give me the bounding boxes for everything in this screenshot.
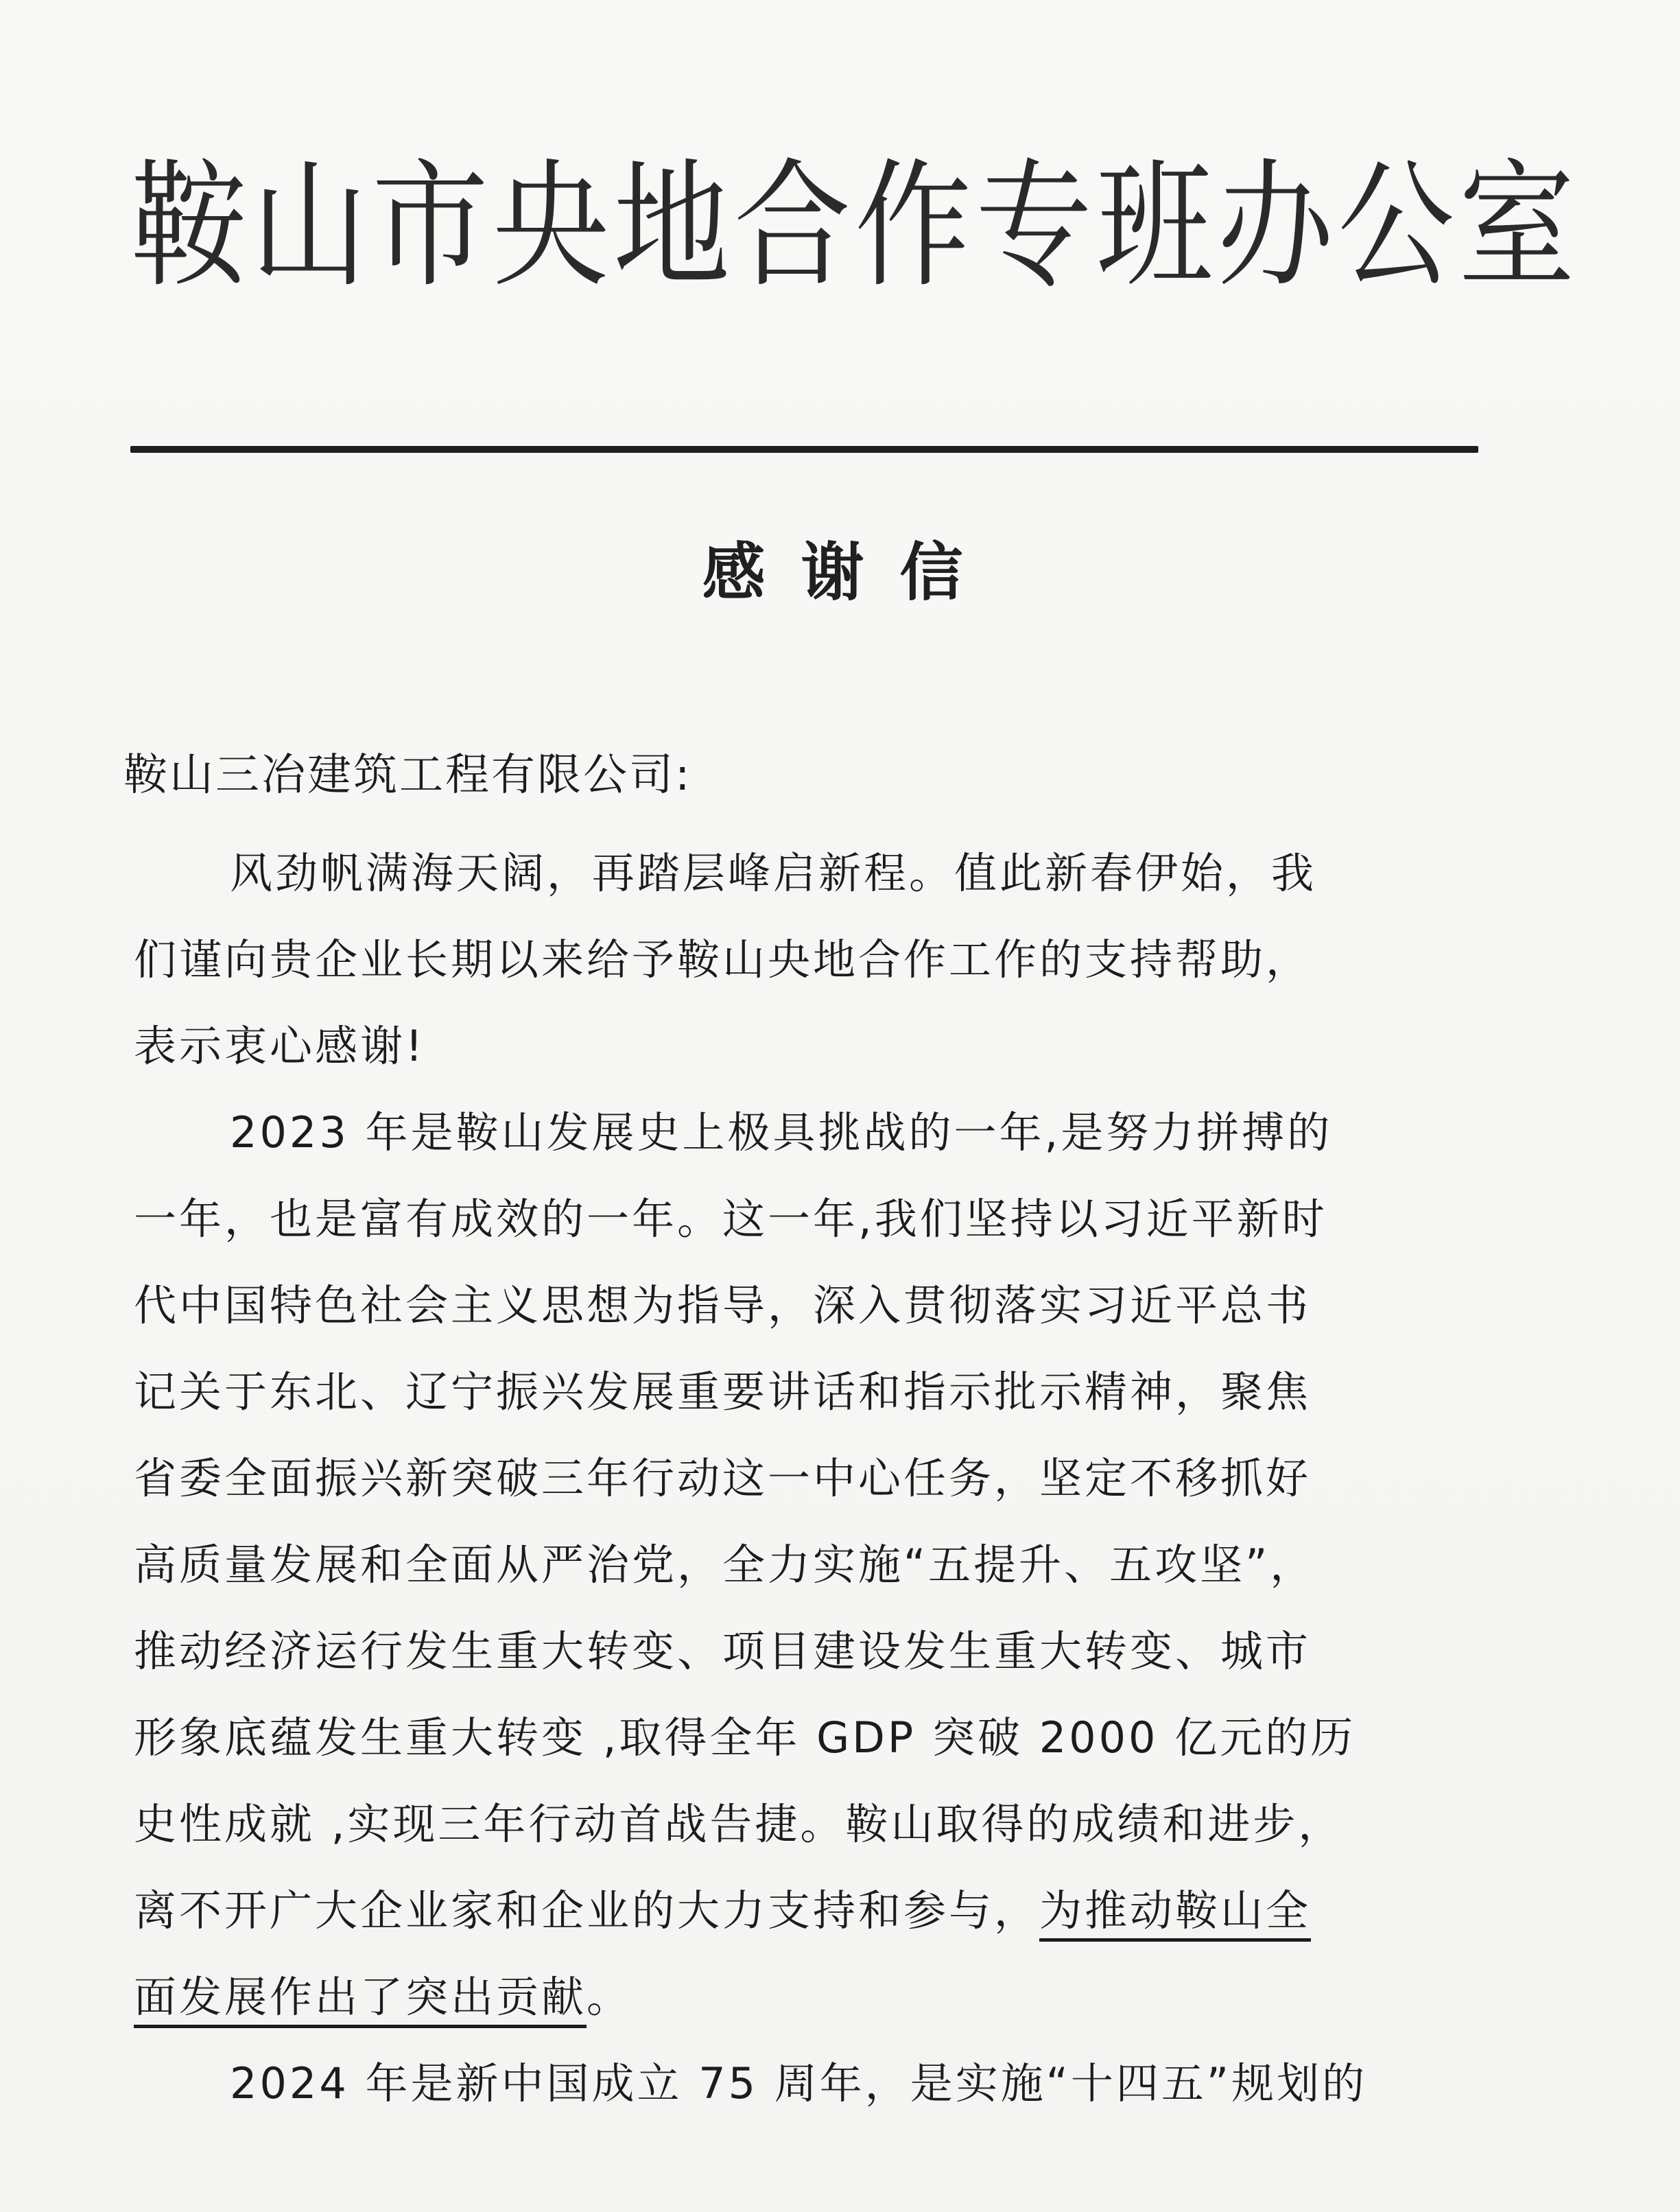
body-line-text: 风劲帆满海天阔，再踏层峰启新程。值此新春伊始，我 bbox=[230, 848, 1317, 898]
body-line-tail: 。 bbox=[587, 1972, 632, 2022]
body-line bbox=[134, 1003, 1451, 1090]
underlined-phrase: 面发展作出了突出贡献 bbox=[134, 1972, 587, 2028]
body-line-text: 代中国特色社会主义思想为指导，深入贯彻落实习近平总书 bbox=[134, 1280, 1312, 1330]
body-line-text: 一年，也是富有成效的一年。这一年,我们坚持以习近平新时 bbox=[134, 1194, 1327, 1244]
letter-title: 感谢信 bbox=[702, 536, 999, 609]
body-line bbox=[134, 1608, 1451, 1695]
salutation: 鞍山三冶建筑工程有限公司: bbox=[123, 750, 692, 801]
body-line bbox=[134, 1090, 1451, 1176]
body-line-text: 2024 年是新中国成立 75 周年，是实施“十四五”规划的 bbox=[230, 2058, 1368, 2108]
body-line bbox=[134, 1868, 1451, 1954]
body-line-text: 离不开广大企业家和企业的大力支持和参与， bbox=[134, 1885, 1040, 1936]
body-line bbox=[134, 1262, 1451, 1349]
body-line-text: 2023 年是鞍山发展史上极具挑战的一年,是努力拼搏的 bbox=[230, 1107, 1333, 1157]
body-line bbox=[134, 1176, 1451, 1262]
body-line-text: 们谨向贵企业长期以来给予鞍山央地合作工作的支持帮助， bbox=[134, 934, 1312, 985]
body-line-text: 史性成就 ,实现三年行动首战告捷。鞍山取得的成绩和进步， bbox=[134, 1799, 1344, 1849]
body-line bbox=[134, 1435, 1451, 1522]
letterhead-title: 鞍山市央地合作专班办公室 bbox=[130, 146, 1580, 307]
body-line-text: 记关于东北、辽宁振兴发展重要讲话和指示批示精神，聚焦 bbox=[134, 1367, 1312, 1417]
body-line bbox=[134, 1695, 1451, 1781]
body-line-text: 高质量发展和全面从严治党，全力实施“五提升、五攻坚”， bbox=[134, 1540, 1316, 1590]
body-line bbox=[134, 2040, 1451, 2127]
underlined-phrase: 为推动鞍山全 bbox=[1039, 1885, 1311, 1942]
body-line bbox=[134, 1349, 1451, 1435]
body-line bbox=[134, 917, 1451, 1003]
letter-body bbox=[134, 830, 1451, 2127]
body-line-text: 推动经济运行发生重大转变、项目建设发生重大转变、城市 bbox=[134, 1626, 1312, 1676]
body-line-text: 形象底蕴发生重大转变 ,取得全年 GDP 突破 2000 亿元的历 bbox=[134, 1713, 1356, 1763]
body-line bbox=[134, 830, 1451, 917]
body-line-text: 表示衷心感谢! bbox=[134, 1021, 425, 1071]
body-line bbox=[134, 1954, 1451, 2040]
body-line-text: 省委全面振兴新突破三年行动这一中心任务，坚定不移抓好 bbox=[134, 1453, 1312, 1503]
body-line bbox=[134, 1522, 1451, 1608]
letterhead-rule bbox=[130, 446, 1478, 453]
body-line bbox=[134, 1781, 1451, 1868]
